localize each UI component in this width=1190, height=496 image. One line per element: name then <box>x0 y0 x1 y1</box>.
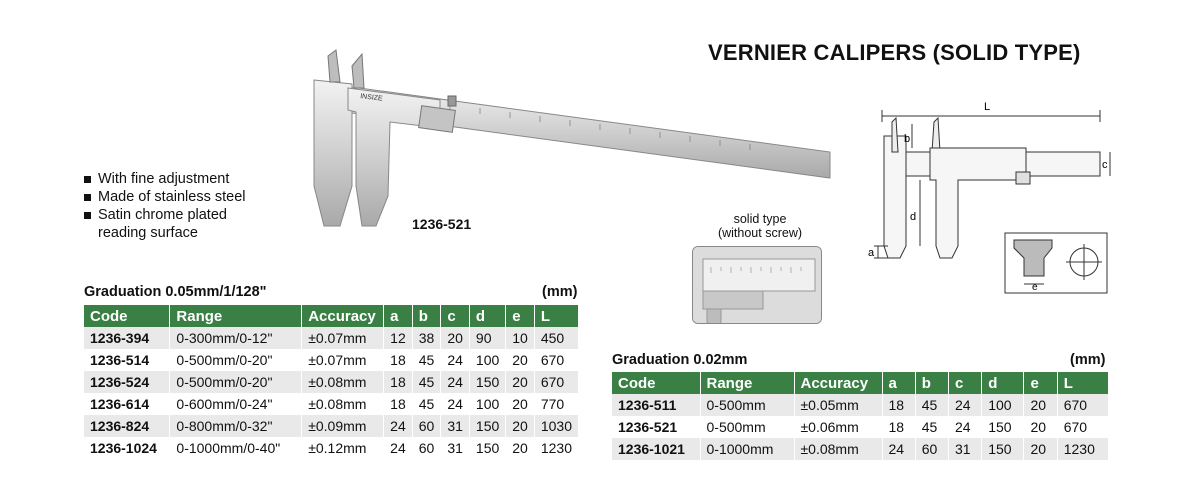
solid-type-caption-line: (without screw) <box>717 226 803 240</box>
caliper-upper-jaw-slide <box>352 54 364 88</box>
cell-b: 45 <box>412 371 441 393</box>
feature-item: Satin chrome plated <box>84 206 246 224</box>
cell-accuracy: ±0.07mm <box>302 327 384 349</box>
table-row <box>84 393 578 415</box>
table-header-row <box>84 305 578 327</box>
cell-a: 24 <box>882 438 915 460</box>
cell-L: 770 <box>534 393 578 415</box>
cell-code: 1236-394 <box>84 327 170 349</box>
cell-b: 45 <box>915 416 948 438</box>
cell-c: 31 <box>441 415 470 437</box>
col-header-range: Range <box>170 305 302 327</box>
cell-d: 100 <box>982 394 1024 416</box>
cell-code: 1236-511 <box>612 394 700 416</box>
cell-L: 670 <box>534 371 578 393</box>
col-header-code: Code <box>84 305 170 327</box>
cell-accuracy: ±0.05mm <box>794 394 882 416</box>
table-row <box>612 394 1108 416</box>
cell-code: 1236-524 <box>84 371 170 393</box>
feature-item: With fine adjustment <box>84 170 246 188</box>
cell-accuracy: ±0.06mm <box>794 416 882 438</box>
cell-a: 18 <box>384 393 413 415</box>
col-header-L: L <box>1057 372 1108 394</box>
cell-b: 38 <box>412 327 441 349</box>
inset-caliper-image <box>693 247 822 324</box>
cell-a: 12 <box>384 327 413 349</box>
col-header-a: a <box>882 372 915 394</box>
col-header-a: a <box>384 305 413 327</box>
dim-label-a: a <box>868 247 875 259</box>
solid-type-caption <box>700 212 820 240</box>
spec-table-graduation-002 <box>612 372 1108 460</box>
cell-range: 0-300mm/0-12" <box>170 327 302 349</box>
cell-range: 0-600mm/0-24" <box>170 393 302 415</box>
cell-b: 45 <box>412 393 441 415</box>
table-row <box>84 327 578 349</box>
col-header-L: L <box>534 305 578 327</box>
col-header-accuracy: Accuracy <box>794 372 882 394</box>
table-row <box>84 349 578 371</box>
dim-label-b: b <box>904 133 911 145</box>
cell-c: 20 <box>441 327 470 349</box>
cell-accuracy: ±0.07mm <box>302 349 384 371</box>
cell-d: 100 <box>469 349 505 371</box>
cell-a: 18 <box>882 394 915 416</box>
table-row <box>84 415 578 437</box>
table-row <box>612 416 1108 438</box>
cell-d: 150 <box>469 437 505 459</box>
col-header-code: Code <box>612 372 700 394</box>
cell-range: 0-500mm/0-20" <box>170 371 302 393</box>
table1-graduation: Graduation 0.05mm/1/128" <box>84 284 267 300</box>
cell-c: 24 <box>441 371 470 393</box>
cell-e: 20 <box>1024 394 1057 416</box>
table1-unit: (mm) <box>542 284 578 300</box>
dim-label-d: d <box>910 211 917 223</box>
cell-c: 24 <box>441 349 470 371</box>
fine-adjustment-block <box>419 106 456 133</box>
table-header-row <box>612 372 1108 394</box>
cell-L: 670 <box>534 349 578 371</box>
cell-a: 24 <box>384 415 413 437</box>
cell-L: 670 <box>1057 394 1108 416</box>
page-title: VERNIER CALIPERS (SOLID TYPE) <box>708 40 1081 65</box>
cell-b: 60 <box>412 415 441 437</box>
cell-range: 0-800mm/0-32" <box>170 415 302 437</box>
col-header-c: c <box>441 305 470 327</box>
cell-e: 10 <box>506 327 535 349</box>
cell-accuracy: ±0.12mm <box>302 437 384 459</box>
cell-e: 20 <box>1024 438 1057 460</box>
dim-label-c: c <box>1102 159 1108 171</box>
cell-code: 1236-614 <box>84 393 170 415</box>
table-row <box>84 371 578 393</box>
cell-accuracy: ±0.08mm <box>302 393 384 415</box>
caliper-upper-jaw-fixed <box>328 50 340 82</box>
dim-label-e: e <box>1032 282 1038 293</box>
cell-d: 150 <box>982 416 1024 438</box>
cell-c: 24 <box>948 394 981 416</box>
col-header-b: b <box>412 305 441 327</box>
feature-list <box>84 170 246 242</box>
cell-a: 18 <box>384 371 413 393</box>
cell-a: 24 <box>384 437 413 459</box>
caliper-fixed-jaw <box>314 80 352 226</box>
cell-range: 0-500mm/0-20" <box>170 349 302 371</box>
cell-e: 20 <box>506 415 535 437</box>
cell-e: 20 <box>506 393 535 415</box>
cell-a: 18 <box>882 416 915 438</box>
col-header-range: Range <box>700 372 794 394</box>
cell-accuracy: ±0.08mm <box>794 438 882 460</box>
table2-unit: (mm) <box>1070 352 1106 368</box>
cell-d: 150 <box>982 438 1024 460</box>
cell-e: 20 <box>506 437 535 459</box>
cell-range: 0-500mm <box>700 394 794 416</box>
table-row <box>84 437 578 459</box>
spec-table-graduation-005 <box>84 305 578 459</box>
cell-L: 1230 <box>534 437 578 459</box>
cell-code: 1236-521 <box>612 416 700 438</box>
cell-d: 90 <box>469 327 505 349</box>
cell-a: 18 <box>384 349 413 371</box>
cell-code: 1236-824 <box>84 415 170 437</box>
col-header-d: d <box>982 372 1024 394</box>
cell-c: 31 <box>948 438 981 460</box>
cell-b: 45 <box>412 349 441 371</box>
col-header-accuracy: Accuracy <box>302 305 384 327</box>
locking-screw <box>448 96 456 106</box>
dim-label-L: L <box>984 101 991 113</box>
cell-b: 60 <box>915 438 948 460</box>
table2-graduation: Graduation 0.02mm <box>612 352 748 368</box>
cell-code: 1236-514 <box>84 349 170 371</box>
caliper-brand: INSIZE <box>359 93 384 103</box>
solid-type-inset-photo <box>692 246 822 324</box>
cell-L: 670 <box>1057 416 1108 438</box>
cell-d: 150 <box>469 415 505 437</box>
cell-e: 20 <box>1024 416 1057 438</box>
model-label: 1236-521 <box>412 216 472 232</box>
cell-c: 31 <box>441 437 470 459</box>
cell-L: 1030 <box>534 415 578 437</box>
cell-b: 60 <box>412 437 441 459</box>
cross-section-detail <box>1004 232 1108 294</box>
cell-range: 0-1000mm <box>700 438 794 460</box>
cell-d: 100 <box>469 393 505 415</box>
col-header-e: e <box>506 305 535 327</box>
table-row <box>612 438 1108 460</box>
cell-c: 24 <box>441 393 470 415</box>
cell-L: 1230 <box>1057 438 1108 460</box>
cell-accuracy: ±0.09mm <box>302 415 384 437</box>
cell-e: 20 <box>506 349 535 371</box>
cell-range: 0-500mm <box>700 416 794 438</box>
col-header-c: c <box>948 372 981 394</box>
cell-accuracy: ±0.08mm <box>302 371 384 393</box>
cell-code: 1236-1024 <box>84 437 170 459</box>
cell-range: 0-1000mm/0-40" <box>170 437 302 459</box>
cell-code: 1236-1021 <box>612 438 700 460</box>
solid-type-caption-line: solid type <box>733 212 787 226</box>
col-header-d: d <box>469 305 505 327</box>
cell-e: 20 <box>506 371 535 393</box>
col-header-e: e <box>1024 372 1057 394</box>
cell-d: 150 <box>469 371 505 393</box>
cell-b: 45 <box>915 394 948 416</box>
feature-item-continued: reading surface <box>98 225 198 241</box>
col-header-b: b <box>915 372 948 394</box>
feature-item: Made of stainless steel <box>84 188 246 206</box>
cell-L: 450 <box>534 327 578 349</box>
caliper-photo <box>300 46 840 236</box>
cell-c: 24 <box>948 416 981 438</box>
